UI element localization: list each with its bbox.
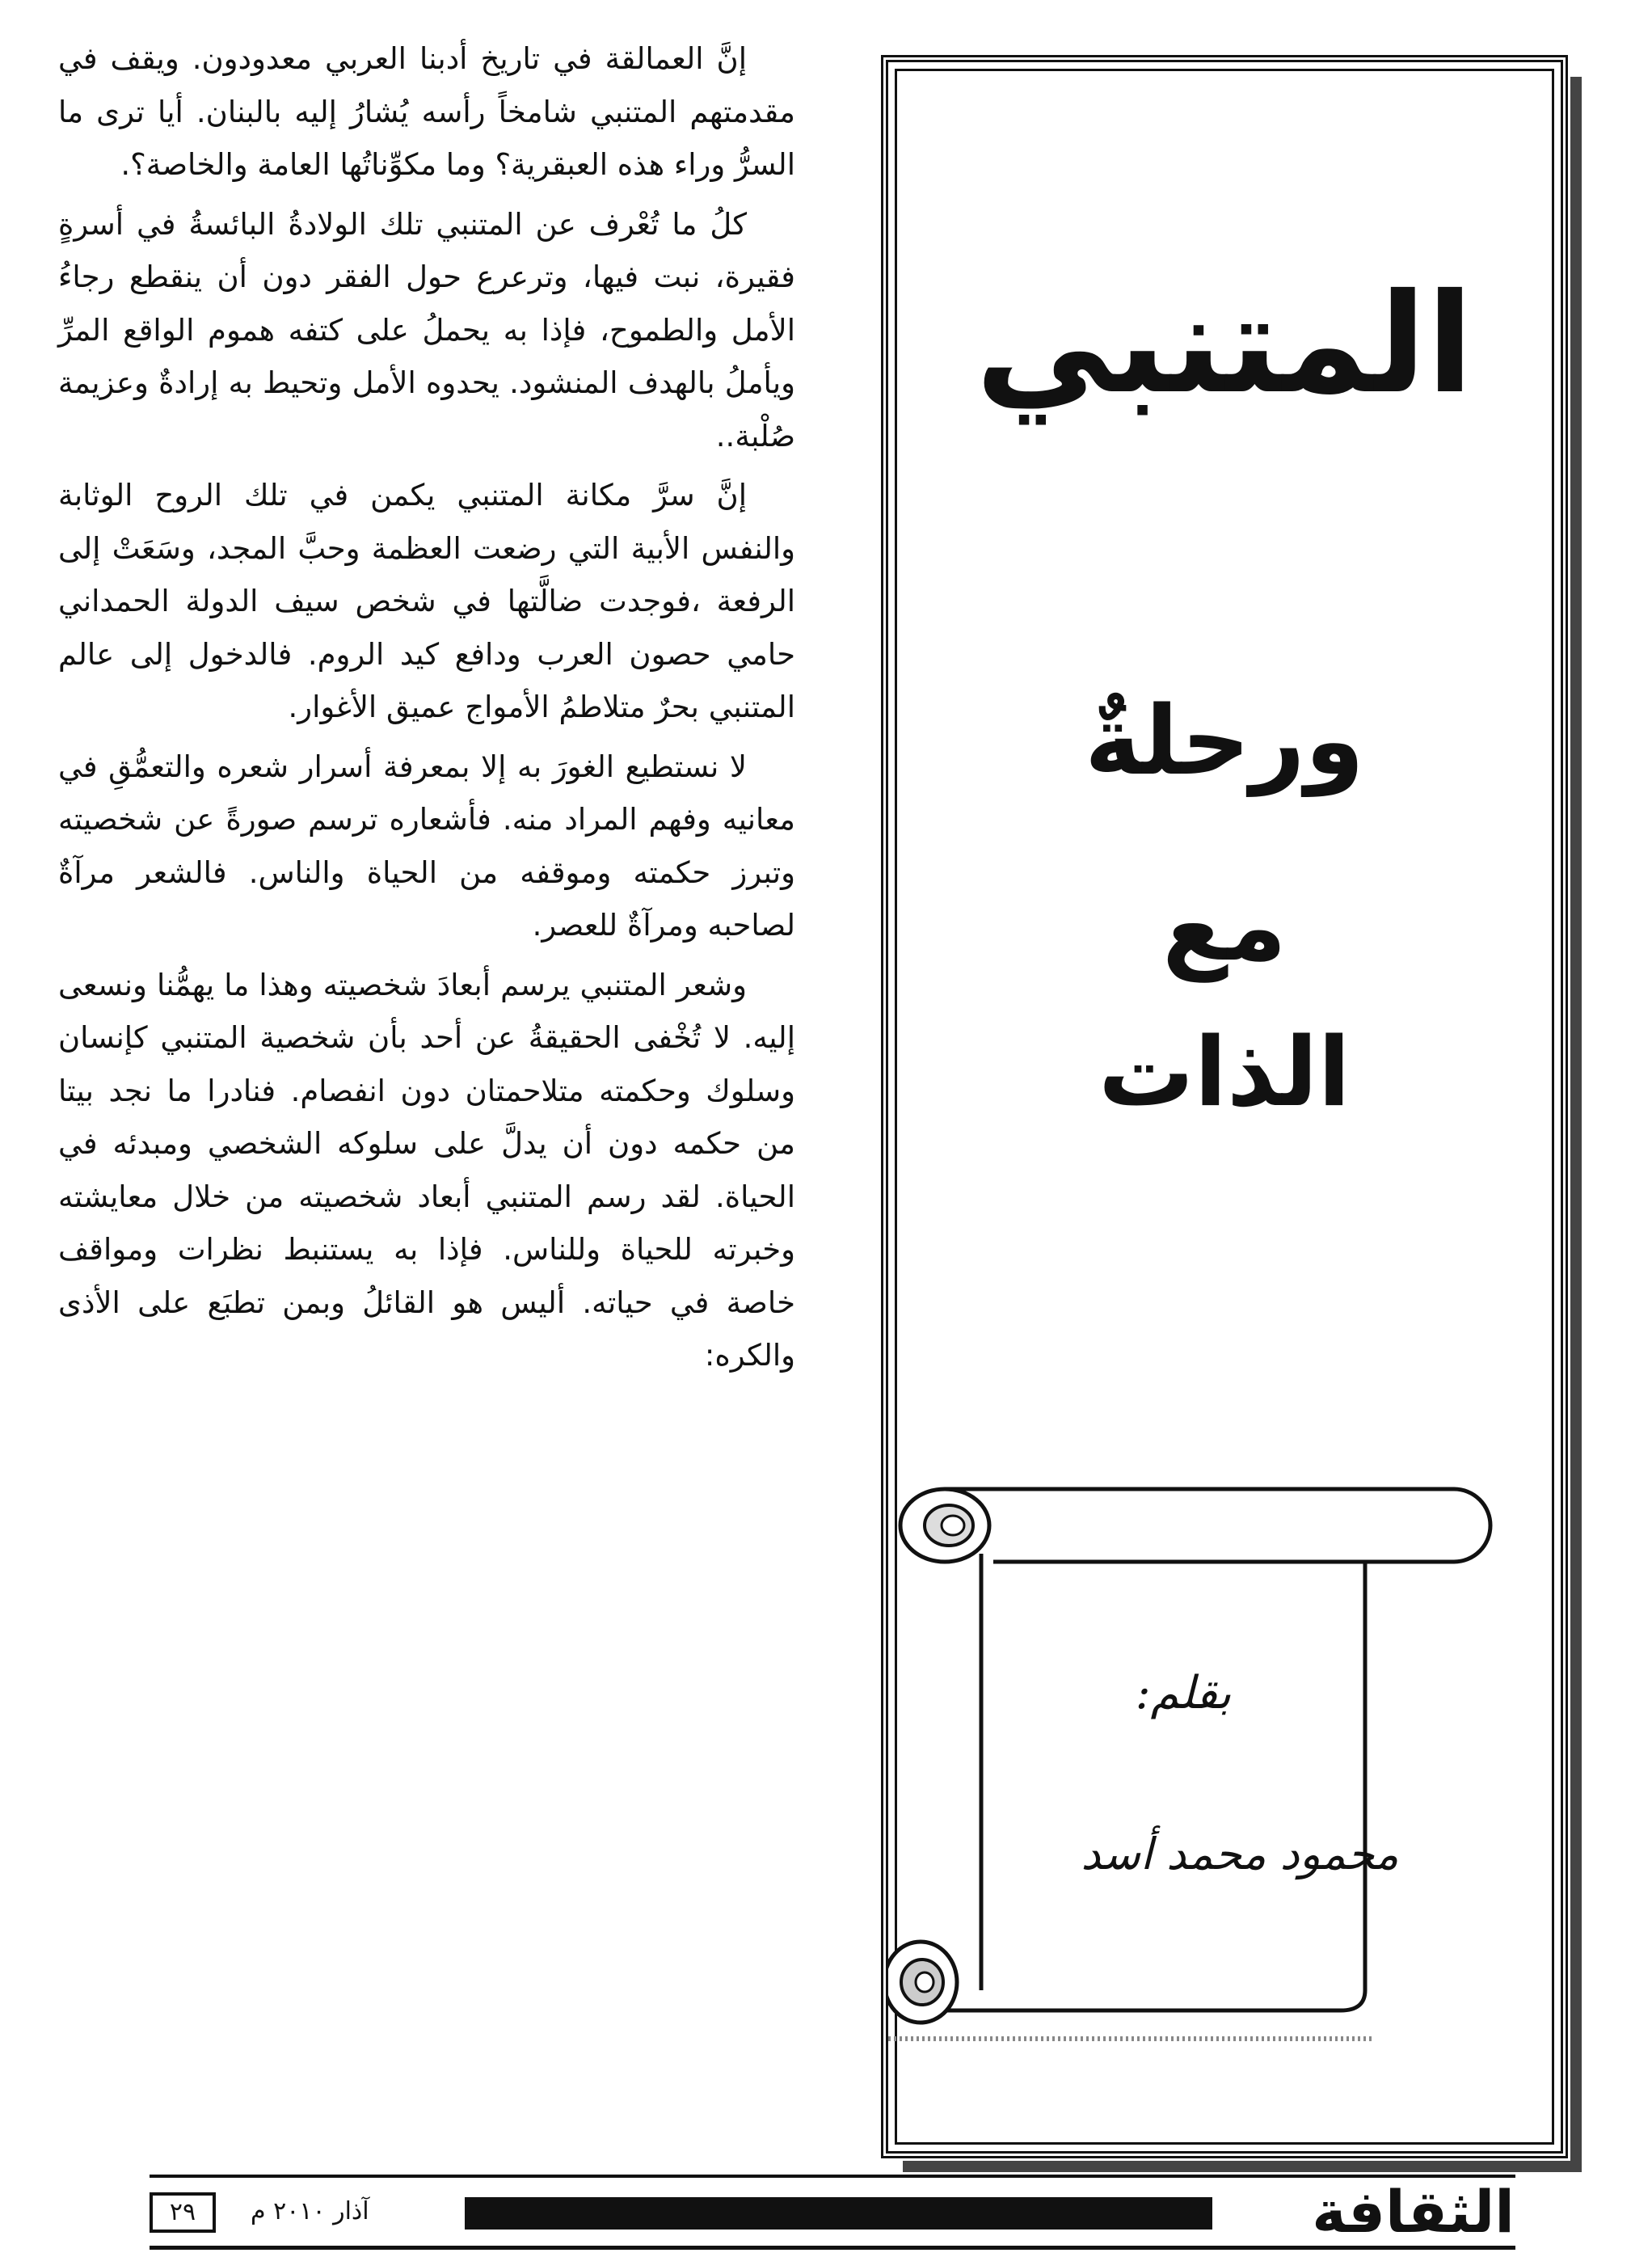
article-subtitle-line-1: ورحلةٌ (1084, 685, 1365, 796)
issue-date: آذار ٢٠١٠ م (251, 2197, 369, 2225)
article-paragraph: كلُ ما تُعْرف عن المتنبي تلك الولادةُ البائسةُ في أسرةٍ فقيرة، نبت فيها، وترعرع حول الفقر دون أن ينقطع رجاءُ الأمل والطموح، فإذا به يحملُ على كتفه هموم الواقع المرِّ ويأملُ بالهدف المنشود. يحدوه الأمل وتحيط به إرادةٌ وعزيمة صُلْبة.. (58, 206, 795, 454)
article-paragraph: إنَّ العمالقة في تاريخ أدبنا العربي معدودون. ويقف في مقدمتهم المتنبي شامخاً رأسه يُشارُ إليه بالبنان. أيا ترى ما السرُّ وراء هذه العبقرية؟ وما مكوِّناتُها العامة والخاصة؟. (58, 41, 795, 182)
scroll-graphic (888, 1473, 1575, 2071)
article-paragraph: لا نستطيع الغورَ به إلا بمعرفة أسرار شعره والتعمُّقِ في معانيه وفهم المراد منه. فأشعاره ترسم صورةً عن شخصيته وتبرز حكمته وموقفه من الحياة والناس. فالشعر مرآةٌ لصاحبه ومرآةٌ للعصر. (58, 749, 795, 943)
footer-rule-bottom (150, 2246, 1515, 2250)
article-paragraph: وشعر المتنبي يرسم أبعادَ شخصيته وهذا ما يهمُّنا ونسعى إليه. لا تُخْفى الحقيقةُ عن أحد بأن شخصية المتنبي كإنسان وسلوك وحكمته متلاحمتان دون انفصام. فنادرا ما نجد بيتا من حكمه دون أن يدلَّ على سلوكه الشخصي ومبدئه في الحياة. لقد رسم المتنبي أبعاد شخصيته من خلال معايشته وخبرته للحياة وللناس. فإذا به يستنبط نظرات ومواقف خاصة في حياته. أليس هو القائلُ وبمن تطبَع على الأذى والكره: (58, 967, 795, 1373)
byline-label: بقلم: (1135, 1667, 1232, 1719)
author-name: محمود محمد أسد (1081, 1829, 1399, 1879)
magazine-name: الثقافة (1312, 2178, 1515, 2246)
footer-rule-top (150, 2175, 1515, 2178)
article-title: المتنبي (975, 264, 1474, 424)
footer-black-bar (465, 2197, 1212, 2230)
scroll-ornament (888, 1473, 1575, 2071)
article-body (58, 32, 795, 1389)
article-subtitle-line-2: مع (1162, 871, 1287, 982)
article-subtitle-line-3: الذات (1098, 1016, 1351, 1128)
title-panel (881, 55, 1568, 2158)
page-number: ٢٩ (150, 2192, 216, 2233)
article-paragraph: إنَّ سرَّ مكانة المتنبي يكمن في تلك الروح الوثابة والنفس الأبية التي رضعت العظمة وحبَّ المجد، وسَعَتْ إلى الرفعة ،فوجدت ضالَّتها في شخص سيف الدولة الحمداني حامي حصون العرب ودافع كيد الروم. فالدخول إلى عالم المتنبي بحرٌ متلاطمُ الأمواج عميق الأغوار. (58, 478, 795, 724)
